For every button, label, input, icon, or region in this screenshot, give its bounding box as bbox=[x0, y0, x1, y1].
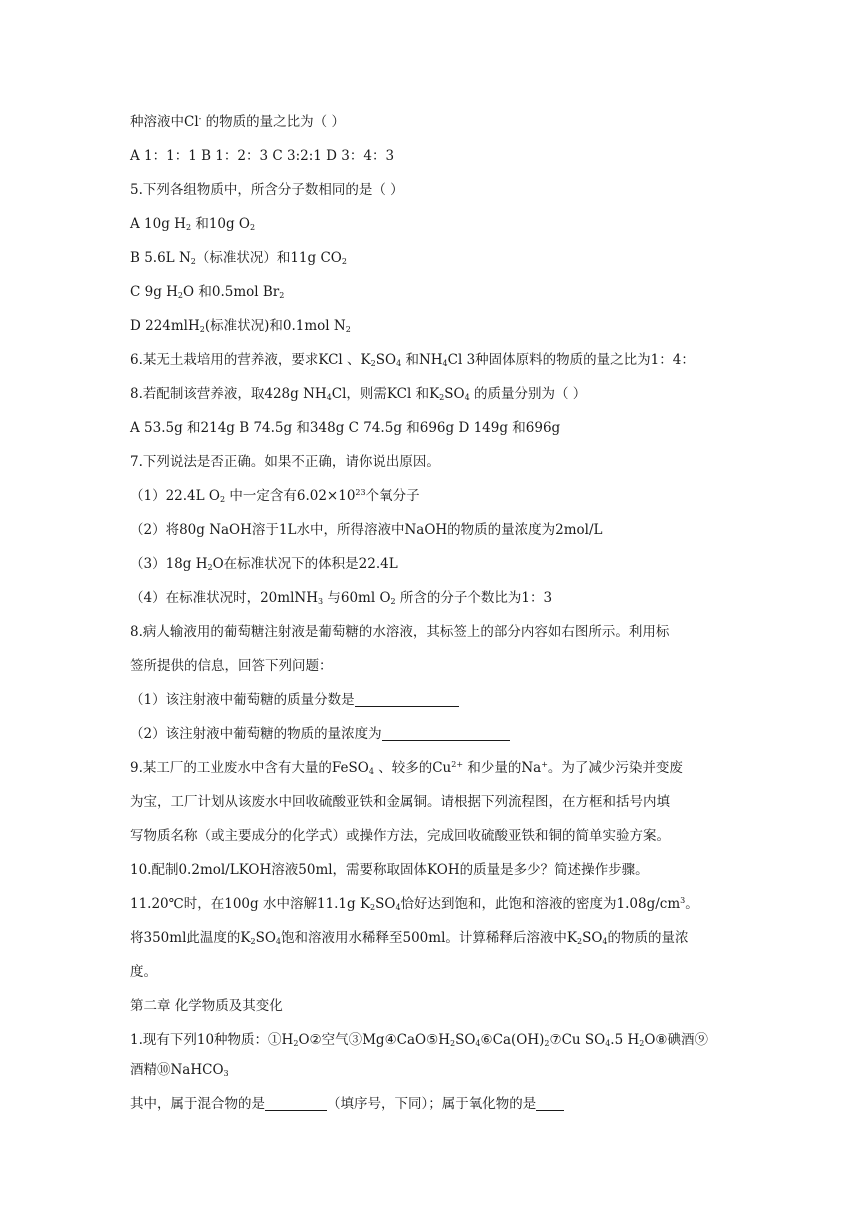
chapter2-question-1: 1.现有下列10种物质：$①H_2O②$空气$③Mg④CaO⑤H_2SO_4⑥Ca(OH)_2⑦Cu$ $SO_4.5$ $H_2O⑧$碘酒⑨ bbox=[130, 1032, 709, 1048]
answer-blank[interactable] bbox=[355, 692, 459, 707]
subquestion-1: （1）该注射液中葡萄糖的质量分数是 bbox=[130, 691, 459, 709]
question-7: 7.下列说法是否正确。如果不正确，请你说出原因。 bbox=[130, 454, 440, 470]
question-9: 9.某工厂的工业废水中含有大量的FeSO$_4$ 、较多的$Cu^{2+}$ 和少量的Na+。为了减少污染并变废 bbox=[130, 760, 683, 776]
answer-blank[interactable] bbox=[536, 1096, 564, 1111]
question-6: 6.某无土栽培用的营养液，要求KCl 、$K_2SO_4$ 和$NH_4Cl$ 3种固体原料的物质的量之比为1：4： bbox=[130, 352, 695, 368]
question-8: 8.病人输液用的葡萄糖注射液是葡萄糖的水溶液，其标签上的部分内容如右图所示。利用标 bbox=[130, 624, 670, 640]
statement-4: （4）在标准状况时，20mlNH$_3$ 与60ml $O_2$ 所含的分子个数比为1：3 bbox=[130, 590, 553, 606]
question-11: 11.20℃时，在100g 水中溶解11.1g $K_2SO_4$恰好达到饱和，此饱和溶液的密度为$1.08g/cm^3$。 bbox=[130, 896, 699, 912]
statement-2: （2）将80g NaOH溶于1L水中，所得溶液中NaOH的物质的量浓度为2mol/L bbox=[130, 522, 603, 538]
answer-blank[interactable] bbox=[265, 1096, 327, 1111]
options-line: A 53.5g 和214g B 74.5g 和348g C 74.5g 和696g D 149g 和696g bbox=[130, 420, 561, 436]
chapter-heading: 第二章 化学物质及其变化 bbox=[130, 998, 283, 1014]
text-line: 酒精⑩NaHCO$_3$ bbox=[130, 1062, 229, 1078]
fill-in-line: 其中，属于混合物的是 （填序号，下同）；属于氧化物的是 bbox=[130, 1095, 564, 1113]
option-a: A 10g $H_2$ 和10g $O_2$ bbox=[130, 216, 256, 232]
subquestion-2: （2）该注射液中葡萄糖的物质的量浓度为 bbox=[130, 725, 510, 743]
text-line: 度。 bbox=[130, 964, 157, 980]
text-line: 8.若配制该营养液，取428g $NH_4Cl$，则需KCl 和$K_2SO_4$ 的质量分别为（ ） bbox=[130, 386, 587, 402]
option-d: D 224mlH$_2$(标准状况)和0.1mol $N_2$ bbox=[130, 318, 351, 334]
answer-blank[interactable] bbox=[382, 726, 510, 741]
text-line: 种溶液中Cl- 的物质的量之比为（ ） bbox=[130, 114, 345, 130]
text-line: A 1：1：1 B 1：2：3 C 3:2:1 D 3：4：3 bbox=[130, 148, 395, 164]
question-5: 5.下列各组物质中，所含分子数相同的是（ ） bbox=[130, 182, 404, 198]
text-line: 将350ml此温度的$K_2SO_4$饱和溶液用水稀释至500ml。计算稀释后溶液中$K_2SO_4$的物质的量浓 bbox=[130, 930, 689, 946]
text-line: 写物质名称（或主要成分的化学式）或操作方法，完成回收硫酸亚铁和铜的简单实验方案。 bbox=[130, 828, 670, 844]
option-c: C 9g $H_2O$ 和0.5mol $Br_2$ bbox=[130, 284, 285, 300]
text-line: 签所提供的信息，回答下列问题： bbox=[130, 658, 333, 674]
statement-3: （3）18g $H_2O$在标准状况下的体积是22.4L bbox=[130, 556, 398, 572]
question-10: 10.配制0.2mol/LKOH溶液50ml，需要称取固体KOH的质量是多少？简述操作步骤。 bbox=[130, 862, 649, 878]
text-line: 为宝，工厂计划从该废水中回收硫酸亚铁和金属铜。请根据下列流程图，在方框和括号内填 bbox=[130, 794, 670, 810]
statement-1: （1）22.4L $O_2$ 中一定含有$6.02\times 10^{23}$个氧分子 bbox=[130, 488, 420, 504]
option-b: B 5.6L $N_2$（标准状况）和11g $CO_2$ bbox=[130, 250, 347, 266]
